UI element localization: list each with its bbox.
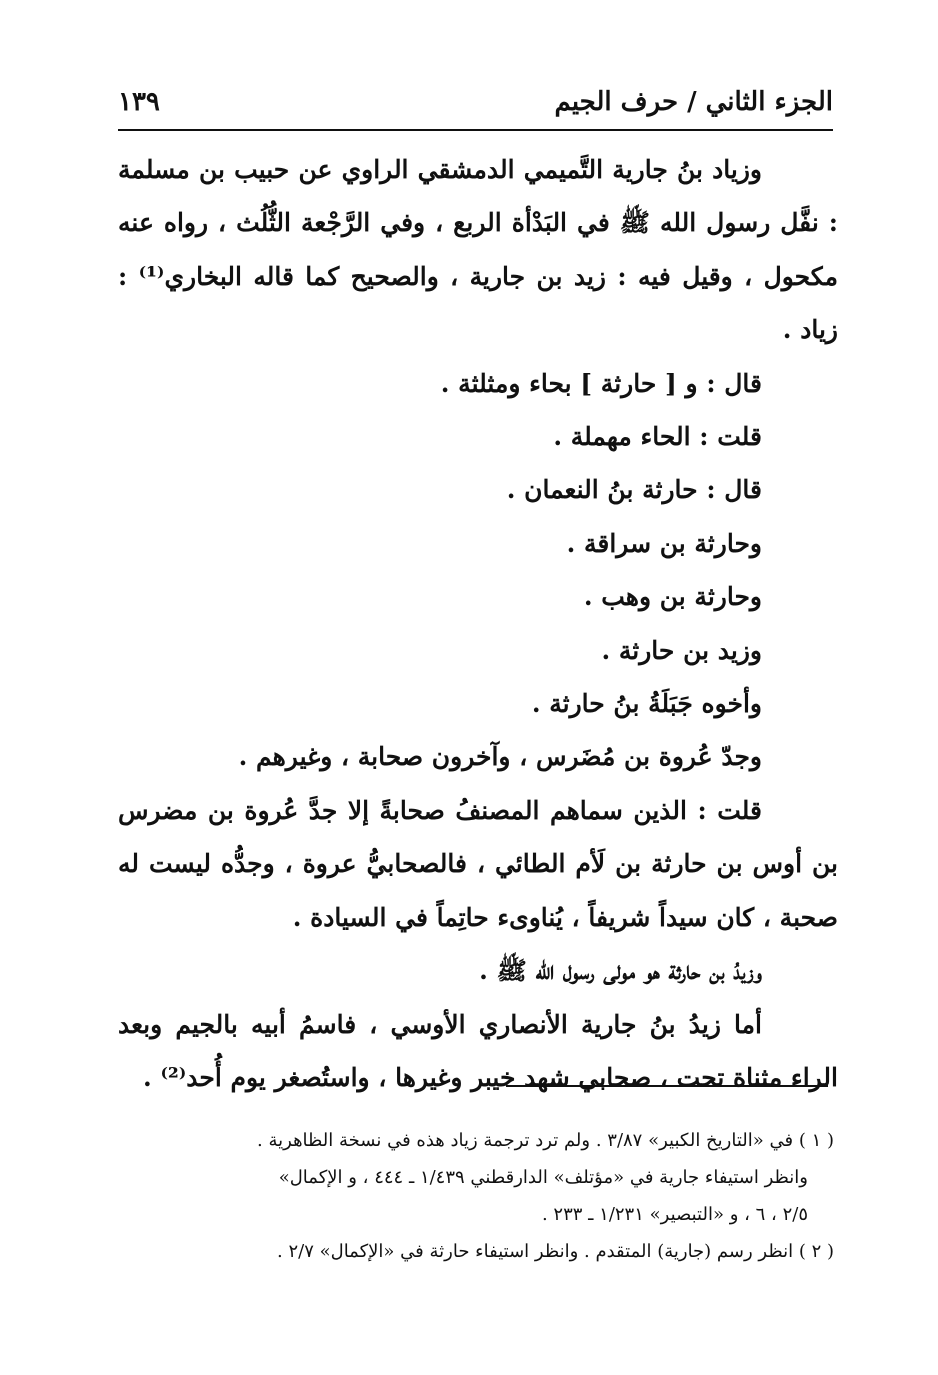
line-jabala: وأخوه جَبَلَةُ بنُ حارثة . [531,689,762,719]
running-header [118,82,833,122]
footnote-1: ( ١ ) في «التاريخ الكبير» ٣/٨٧ . ولم ترد ترجمة زياد هذه في نسخة الظاهرية . [257,1130,834,1151]
line-qala-haritha: قال : و [ حارثة ] بحاء ومثلثة . [440,368,762,398]
page-number: ١٣٩ [118,87,160,117]
paragraph-qultu-sahaba: قلت : الذين سماهم المصنفُ صحابةً إلا جدَّ عُروة بن مضرس بن أوس بن حارثة بن لَأم الطائي ، فالصحابيُّ عروة ، وجدُّه ليست له صحبة ، كان سيداً شريفاً ، يُناوىء حاتِماً في السيادة . [118,795,838,932]
main-text [118,143,838,1104]
line-qultu-haa: قلت : الحاء مهملة . [553,422,762,452]
line-zayd-haritha: وزيد بن حارثة . [601,635,762,665]
header-title: الجزء الثاني / حرف الجيم [554,87,833,117]
paragraph-ziyad: وزياد بنُ جارية التَّميمي الدمشقي الراوي عن حبيب بن مسلمة : نفَّل رسول الله ﷺ في البَدْأة الربع ، وفي الرَّجْعة الثُّلُث ، رواه عنه مكحول ، وقيل فيه : زيد بن جارية ، والصحيح كما قاله البخاري⁽¹⁾ : زياد . [118,155,838,345]
line-haritha-suraqa: وحارثة بن سراقة . [566,528,762,558]
footnote-1-continued: وانظر استيفاء جارية في «مؤتلف» الدارقطني ١/٤٣٩ ـ ٤٤٤ ، و الإكمال» [278,1167,808,1188]
footnote-1-continued-2: ٢/٥ ، ٦ ، و «التبصير» ١/٢٣١ ـ ٢٣٣ . [541,1204,808,1225]
line-urwa: وجدّ عُروة بن مُضَرس ، وآخرون صحابة ، وغيرهم . [238,742,762,772]
line-haritha-numan: قال : حارثة بنُ النعمان . [506,475,762,505]
header-rule [118,129,833,131]
paragraph-zayd-mawla: وزيدُ بن حارثة هو مولى رسول الله ﷺ . [479,956,762,986]
line-haritha-wahb: وحارثة بن وهب . [583,582,762,612]
footnotes [110,1122,834,1270]
paragraph-zayd-jariya: أما زيدُ بنُ جارية الأنصاري الأوسي ، فاسمُ أبيه بالجيم وبعد الراء مثناة تحت ، صحابي شهد خيبر وغيرها ، واستُصغر يوم أُحد⁽²⁾ . [118,1009,838,1092]
footnote-separator [506,1085,828,1087]
footnote-2: ( ٢ ) انظر رسم (جارية) المتقدم . وانظر استيفاء حارثة في «الإكمال» ٢/٧ . [277,1241,834,1262]
